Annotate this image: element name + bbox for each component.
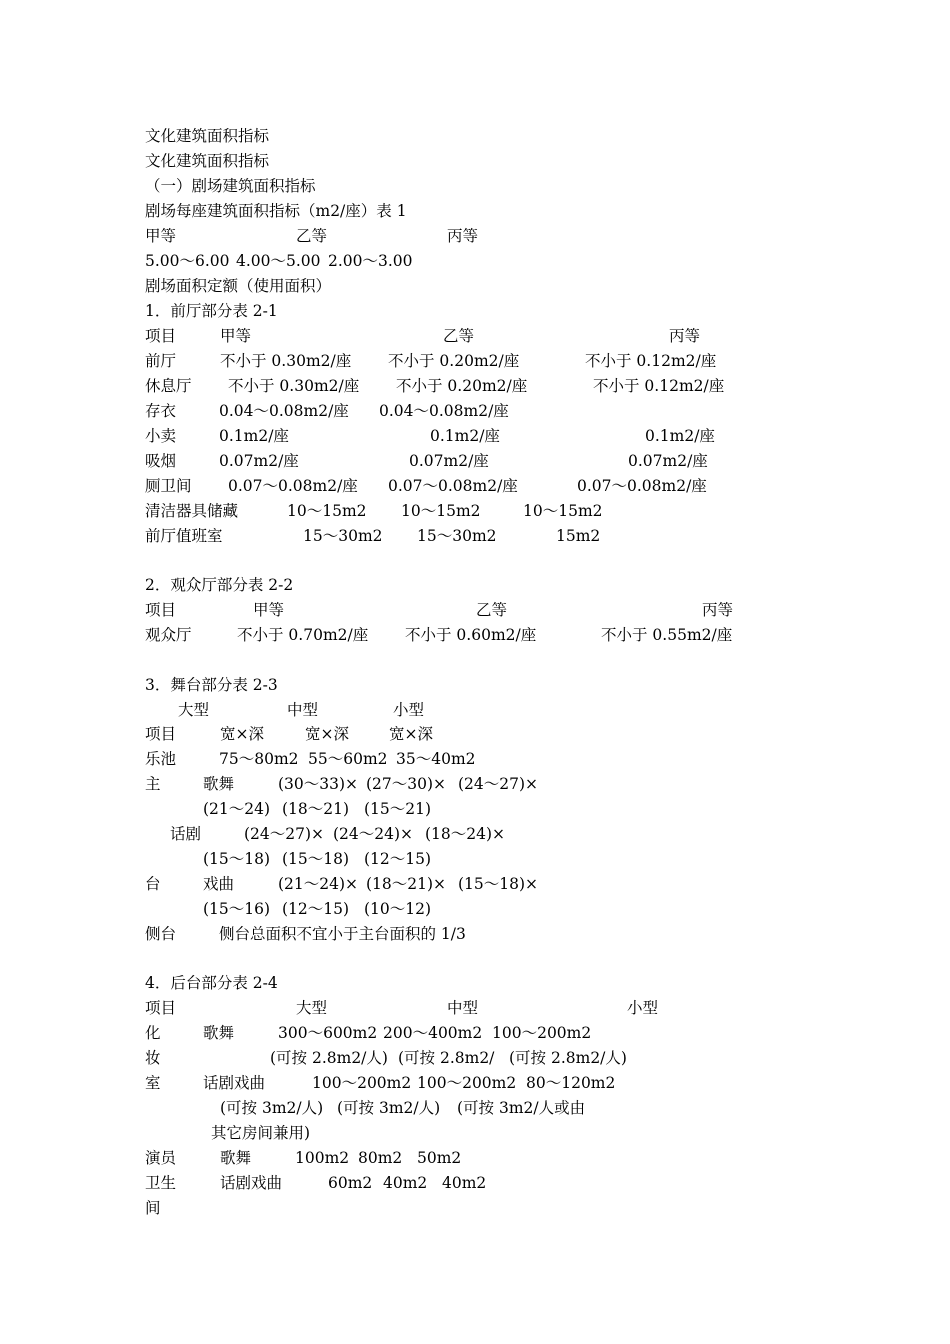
doc-title: 文化建筑面积指标 [145, 127, 270, 145]
table-row [0, 1146, 950, 1171]
table-cell: 化 [145, 1024, 161, 1042]
line-table2-3-dims [0, 722, 950, 747]
table-cell: (30～33)× [278, 775, 359, 793]
stage-size-header: 中型 [287, 701, 319, 719]
table1-header: 丙等 [447, 227, 479, 245]
table-row [0, 1171, 950, 1196]
table-cell: (12～15) [364, 850, 432, 868]
table-row [0, 1121, 950, 1146]
table-cell: 不小于 0.60m2/座 [405, 626, 537, 644]
table-cell: 歌舞 [203, 775, 235, 793]
table-cell: 0.07m2/座 [409, 452, 489, 470]
table-cell: 0.04～0.08m2/座 [379, 402, 509, 420]
table-row [0, 449, 950, 474]
table1-value: 5.00～6.00 [145, 252, 230, 270]
table-row [0, 349, 950, 374]
table-cell: 演员 [145, 1149, 177, 1167]
table-cell: 话剧 [170, 825, 202, 843]
table-cell: 话剧戏曲 [220, 1174, 283, 1192]
line-table2-2-caption [0, 573, 950, 598]
table-cell: 0.1m2/座 [430, 427, 500, 445]
doc-subtitle: 文化建筑面积指标 [145, 152, 270, 170]
table2-4-caption: 4．后台部分表 2-4 [145, 974, 278, 992]
table-cell: 0.07m2/座 [628, 452, 708, 470]
table-cell: 不小于 0.30m2/座 [220, 352, 352, 370]
table-cell: (18～21)× [366, 875, 447, 893]
table2-2-header: 项目 [145, 601, 177, 619]
table-cell: 不小于 0.55m2/座 [601, 626, 733, 644]
line-table1-caption [0, 199, 950, 224]
table2-3-item-label: 项目 [145, 725, 177, 743]
table-cell: 不小于 0.70m2/座 [237, 626, 369, 644]
table-cell: 台 [145, 875, 161, 893]
table-row [0, 797, 950, 822]
dim-header: 宽×深 [389, 725, 433, 743]
table-row [0, 1046, 950, 1071]
table-cell: 60m2 [328, 1174, 373, 1192]
table2-3-caption: 3．舞台部分表 2-3 [145, 676, 278, 694]
line-table2-1-headers [0, 324, 950, 349]
table-cell: 不小于 0.12m2/座 [585, 352, 717, 370]
table-cell: (24～27)× [244, 825, 325, 843]
line-title [0, 124, 950, 149]
table-cell: (10～12) [364, 900, 432, 918]
table1-caption: 剧场每座建筑面积指标（m2/座）表 1 [145, 202, 407, 220]
table2-1-caption: 1．前厅部分表 2-1 [145, 302, 278, 320]
table-cell: (15～16) [203, 900, 271, 918]
table-cell: 15m2 [556, 527, 601, 545]
table2-4-header: 大型 [296, 999, 328, 1017]
table-cell: 100～200m2 [312, 1074, 412, 1092]
table1-header: 乙等 [296, 227, 328, 245]
line-quota-heading [0, 274, 950, 299]
table-row [0, 499, 950, 524]
table-row [0, 847, 950, 872]
quota-heading: 剧场面积定额（使用面积） [145, 277, 332, 295]
table-row [0, 1071, 950, 1096]
table-cell: 清洁器具储藏 [145, 502, 239, 520]
table2-1-header: 乙等 [443, 327, 475, 345]
table-cell: 10～15m2 [523, 502, 603, 520]
line-table2-3-sizes [0, 698, 950, 723]
table-cell: 0.04～0.08m2/座 [219, 402, 349, 420]
table-cell: 间 [145, 1199, 161, 1217]
dim-header: 宽×深 [220, 725, 264, 743]
table-cell: 前厅值班室 [145, 527, 223, 545]
table-cell: (27～30)× [366, 775, 447, 793]
table-cell: 戏曲 [203, 875, 235, 893]
table1-header: 甲等 [145, 227, 177, 245]
table-cell: 存衣 [145, 402, 177, 420]
table-cell: 不小于 0.20m2/座 [396, 377, 528, 395]
table-cell: (可按 2.8m2/ [398, 1049, 495, 1067]
table-cell: 100～200m2 [417, 1074, 517, 1092]
table-cell: 歌舞 [220, 1149, 252, 1167]
stage-size-header: 小型 [393, 701, 425, 719]
table-cell: 55～60m2 [308, 750, 388, 768]
table-row [0, 897, 950, 922]
table-cell: 观众厅 [145, 626, 192, 644]
table-cell: 歌舞 [203, 1024, 235, 1042]
line-table2-4-caption [0, 971, 950, 996]
table-cell: 侧台总面积不宜小于主台面积的 1/3 [219, 925, 466, 943]
table-cell: 厕卫间 [145, 477, 192, 495]
table-cell: (18～24)× [425, 825, 506, 843]
table2-2-header: 乙等 [476, 601, 508, 619]
table-row [0, 374, 950, 399]
table-cell: 50m2 [417, 1149, 462, 1167]
table-cell: 乐池 [145, 750, 177, 768]
line-table2-3-caption [0, 673, 950, 698]
table-cell: 小卖 [145, 427, 177, 445]
line-table1-values [0, 249, 950, 274]
table-cell: (24～27)× [458, 775, 539, 793]
table-cell: 室 [145, 1074, 161, 1092]
table-cell: 100m2 [295, 1149, 350, 1167]
table-cell: 100～200m2 [492, 1024, 592, 1042]
table-row [0, 1021, 950, 1046]
table-cell: 40m2 [383, 1174, 428, 1192]
table-row [0, 524, 950, 549]
line-table2-1-caption [0, 299, 950, 324]
table-row [0, 424, 950, 449]
table-row [0, 747, 950, 772]
table-cell: 卫生 [145, 1174, 177, 1192]
table2-4-header: 中型 [447, 999, 479, 1017]
table-cell: (可按 2.8m2/人) [509, 1049, 627, 1067]
table1-value: 2.00～3.00 [328, 252, 413, 270]
table-row [0, 872, 950, 897]
table-row [0, 822, 950, 847]
table-cell: (21～24)× [278, 875, 359, 893]
table-cell: (21～24) [203, 800, 271, 818]
line-table2-4-headers [0, 996, 950, 1021]
table2-1-header: 甲等 [220, 327, 252, 345]
table-cell: (可按 2.8m2/人) [270, 1049, 388, 1067]
table1-value: 4.00～5.00 [236, 252, 321, 270]
table-cell: (可按 3m2/人或由 [457, 1099, 586, 1117]
table-cell: 200～400m2 [383, 1024, 483, 1042]
table-cell: 15～30m2 [417, 527, 497, 545]
table-cell: 吸烟 [145, 452, 177, 470]
line-subtitle [0, 149, 950, 174]
table-row [0, 474, 950, 499]
table2-2-header: 丙等 [702, 601, 734, 619]
table-cell: (可按 3m2/人) [337, 1099, 441, 1117]
table-cell: (24～24)× [333, 825, 414, 843]
table-cell: 不小于 0.30m2/座 [228, 377, 360, 395]
table-row [0, 623, 950, 648]
table-cell: (15～18)× [458, 875, 539, 893]
table2-2-header: 甲等 [253, 601, 285, 619]
line-section1 [0, 174, 950, 199]
table-cell: (可按 3m2/人) [220, 1099, 324, 1117]
table-cell: 侧台 [145, 925, 177, 943]
table-cell: 80m2 [358, 1149, 403, 1167]
table-cell: 0.07m2/座 [219, 452, 299, 470]
table-cell: 35～40m2 [396, 750, 476, 768]
table-cell: 休息厅 [145, 377, 192, 395]
table-cell: 不小于 0.12m2/座 [593, 377, 725, 395]
table-cell: 15～30m2 [303, 527, 383, 545]
table-cell: (15～18) [203, 850, 271, 868]
table2-4-header: 小型 [627, 999, 659, 1017]
table-cell: 0.1m2/座 [219, 427, 289, 445]
table2-4-header: 项目 [145, 999, 177, 1017]
table-row [0, 1196, 950, 1221]
table-row [0, 922, 950, 947]
table-cell: 其它房间兼用) [211, 1124, 311, 1142]
table-cell: (15～21) [364, 800, 432, 818]
table-cell: 主 [145, 775, 161, 793]
table-cell: 0.07～0.08m2/座 [228, 477, 358, 495]
table-cell: 0.1m2/座 [645, 427, 715, 445]
table-cell: 0.07～0.08m2/座 [388, 477, 518, 495]
table-cell: 40m2 [442, 1174, 487, 1192]
dim-header: 宽×深 [305, 725, 349, 743]
line-table2-2-headers [0, 598, 950, 623]
table-cell: (15～18) [282, 850, 350, 868]
table-cell: 话剧戏曲 [203, 1074, 266, 1092]
table-row [0, 1096, 950, 1121]
table-row [0, 399, 950, 424]
table-cell: 75～80m2 [219, 750, 299, 768]
table-row [0, 772, 950, 797]
table-cell: (12～15) [282, 900, 350, 918]
line-table1-headers [0, 224, 950, 249]
stage-size-header: 大型 [178, 701, 210, 719]
table2-1-header: 丙等 [669, 327, 701, 345]
table-cell: 0.07～0.08m2/座 [577, 477, 707, 495]
table-cell: 10～15m2 [401, 502, 481, 520]
table-cell: 300～600m2 [278, 1024, 378, 1042]
section-heading: （一）剧场建筑面积指标 [145, 177, 316, 195]
table-cell: (18～21) [282, 800, 350, 818]
table-cell: 10～15m2 [287, 502, 367, 520]
table-cell: 妆 [145, 1049, 161, 1067]
table2-1-header: 项目 [145, 327, 177, 345]
table2-2-caption: 2．观众厅部分表 2-2 [145, 576, 294, 594]
table-cell: 前厅 [145, 352, 177, 370]
table-cell: 80～120m2 [526, 1074, 616, 1092]
table-cell: 不小于 0.20m2/座 [388, 352, 520, 370]
